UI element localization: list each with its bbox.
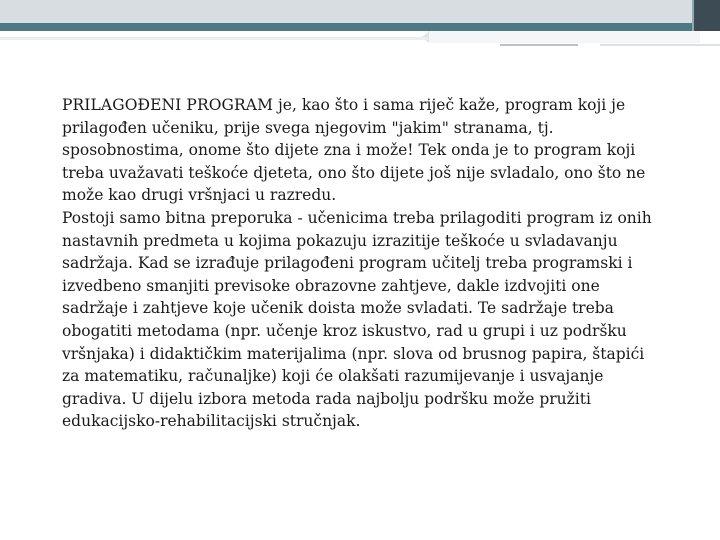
paragraph-1-lead: PRILAGOĐENI PROGRAM	[62, 96, 274, 114]
decorative-tab-bar	[428, 31, 700, 43]
decorative-line	[600, 44, 720, 46]
header-accent-line	[0, 23, 720, 31]
decorative-line	[0, 37, 428, 40]
decorative-line	[500, 44, 578, 46]
header-band	[0, 0, 720, 23]
corner-block	[694, 0, 720, 31]
paragraph-2: Postoji samo bitna preporuka - učenicima treba prilagoditi program iz onih nastavnih predmeta u kojima pokazuju izrazitije teškoće u svladavanju sadržaja. Kad se izrađuje prilagođeni program učitelj treba programski i izvedbeno smanjiti previsoke obrazovne zahtjeve, dakle izdvojiti one sadržaje i zahtjeve koje učenik doista može svladati. Te sadržaje treba obogatiti metodama (npr. učenje kroz iskustvo, rad u grupi i uz podršku vršnjaka) i didaktičkim materijalima (npr. slova od brusnog papira, štapići za matematiku, računaljke) koji će olakšati razumijevanje i usvajanje gradiva. U dijelu izbora metoda rada najbolju podršku može pružiti edukacijsko-rehabilitacijski stručnjak.	[62, 208, 652, 431]
paragraph-1-text: je, kao što i sama riječ kaže, program koji je prilagođen učeniku, prije svega njegovim "jakim" stranama, tj. sposobnostima, onome što dijete zna i može! Tek onda je to program koji treba uvažavati teškoće djeteta, ono što dijete još nije svladalo, ono što ne može kao drugi vršnjaci u razredu.	[62, 96, 646, 205]
paragraph-1	[62, 94, 652, 207]
slide-body	[62, 94, 652, 433]
